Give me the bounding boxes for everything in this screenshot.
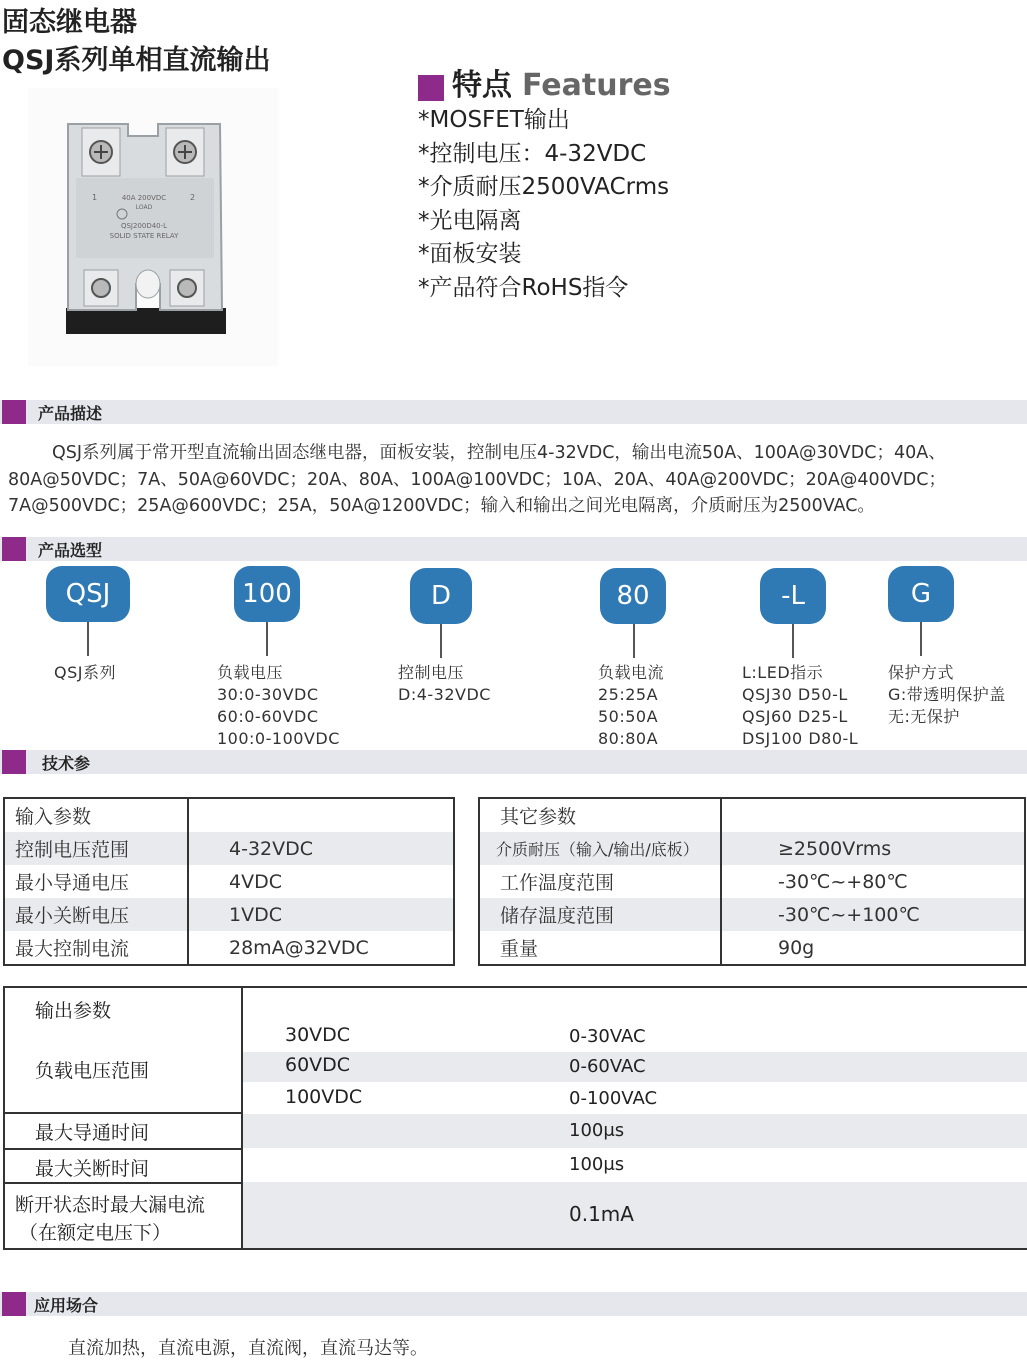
- param-value: 90g: [778, 936, 815, 959]
- selection-desc-current: 负载电流 25:25A 50:50A 80:80A: [598, 663, 665, 748]
- other-params-table: [478, 797, 1026, 966]
- load-voltage-ac: 0-30VAC: [569, 1026, 646, 1047]
- param-value: 4VDC: [229, 870, 282, 893]
- product-image: [28, 88, 278, 366]
- param-name: 最小关断电压: [4, 898, 188, 931]
- param-value: 100μs: [569, 1154, 625, 1175]
- table-row: [479, 832, 1025, 865]
- table-header: 输入参数: [4, 798, 188, 832]
- table-row: [4, 865, 454, 898]
- relay-terminal-2: 2: [190, 193, 196, 202]
- param-value: 28mA@32VDC: [229, 936, 369, 959]
- table-row: [243, 1148, 1027, 1182]
- param-value: 4-32VDC: [229, 837, 314, 860]
- param-value: 100μs: [569, 1120, 625, 1141]
- table-row: [4, 898, 454, 931]
- selection-desc-protection: 保护方式 G:带透明保护盖 无:无保护: [888, 663, 1006, 726]
- feature-item: *控制电压：4-32VDC: [418, 140, 647, 167]
- description-text: QSJ系列属于常开型直流输出固态继电器，面板安装，控制电压4-32VDC，输出电流50A、100A@30VDC；40A、80A@50VDC；7A、50A@60VDC；20A、80A、100A@100VDC；10A、20A、40A@200VDC；20A@400VDC；7A@500VDC；25A@600VDC；25A，50A@1200VDC；输入和输出之间光电隔离，介质耐压为2500VAC。: [8, 443, 946, 516]
- feature-item: *面板安装: [418, 241, 522, 267]
- section-bar-application: [0, 1292, 1027, 1316]
- table-row: [243, 1022, 1027, 1052]
- section-marker: [2, 400, 26, 424]
- table-header: 输出参数: [35, 1000, 112, 1022]
- param-name-note: （在额定电压下）: [19, 1222, 172, 1244]
- relay-illustration: [28, 88, 278, 366]
- param-value: -30℃~+100℃: [778, 903, 920, 926]
- section-title-description: 产品描述: [38, 404, 103, 423]
- application-text: 直流加热，直流电源，直流阀，直流马达等。: [68, 1338, 428, 1359]
- param-value: 0.1mA: [569, 1202, 634, 1226]
- output-params-table: [3, 986, 1027, 1250]
- relay-label-type: SOLID STATE RELAY: [109, 232, 179, 240]
- section-marker: [2, 750, 26, 774]
- load-voltage-ac: 0-100VAC: [569, 1088, 658, 1109]
- section-title-tech: 技术参: [42, 754, 91, 773]
- param-name: 介质耐压（输入/输出/底板）: [479, 832, 721, 865]
- table-header: 其它参数: [479, 798, 721, 832]
- param-name: 重量: [479, 931, 721, 965]
- section-title-application: 应用场合: [34, 1296, 99, 1315]
- connector-line: [440, 624, 442, 658]
- code-pill-series: QSJ: [46, 566, 130, 622]
- connector-line: [87, 622, 89, 656]
- load-voltage-dc: 30VDC: [285, 1024, 351, 1046]
- param-name: 最大关断时间: [35, 1158, 150, 1180]
- selection-desc-series: QSJ系列: [54, 663, 116, 682]
- table-header-empty: [188, 798, 454, 832]
- relay-label-rating: 40A 200VDC: [121, 194, 167, 202]
- table-row: [243, 1182, 1027, 1248]
- divider: [5, 1182, 241, 1184]
- param-value: -30℃~+80℃: [778, 870, 908, 893]
- code-pill-current: 80: [600, 568, 666, 624]
- param-name: 最大控制电流: [4, 931, 188, 965]
- selection-desc-control: 控制电压 D:4-32VDC: [398, 663, 491, 704]
- table-row: [479, 931, 1025, 965]
- code-pill-led: -L: [760, 568, 826, 624]
- features-heading-cn: 特点: [452, 68, 512, 103]
- output-label-column: [5, 988, 243, 1248]
- relay-label-load: LOAD: [135, 204, 153, 211]
- table-row: [243, 1114, 1027, 1148]
- section-marker: [2, 537, 26, 561]
- table-row: [243, 1052, 1027, 1082]
- divider: [5, 1112, 241, 1114]
- section-bar-description: [0, 400, 1027, 424]
- feature-item: *MOSFET输出: [418, 107, 570, 133]
- divider: [5, 1148, 241, 1150]
- table-row: [479, 865, 1025, 898]
- page-subtitle: QSJ系列单相直流输出: [2, 45, 271, 76]
- connector-line: [266, 622, 268, 656]
- param-name: 最小导通电压: [4, 865, 188, 898]
- relay-terminal-1: 1: [92, 193, 98, 202]
- feature-item: *介质耐压2500VACrms: [418, 174, 670, 200]
- load-voltage-ac: 0-60VAC: [569, 1056, 646, 1077]
- param-name: 断开状态时最大漏电流: [15, 1194, 206, 1216]
- feature-item: *光电隔离: [418, 207, 522, 234]
- features-marker: [418, 75, 444, 101]
- selection-desc-voltage: 负载电压 30:0-30VDC 60:0-60VDC 100:0-100VDC: [217, 663, 340, 748]
- feature-item: *产品符合RoHS指令: [418, 274, 629, 301]
- table-row: [243, 1082, 1027, 1114]
- param-name: 控制电压范围: [4, 832, 188, 865]
- section-bar-tech: [0, 750, 1027, 774]
- selection-desc-led: L:LED指示 QSJ30 D50-L QSJ60 D25-L DSJ100 D80-L: [742, 663, 859, 748]
- connector-line: [633, 624, 635, 658]
- table-row: [4, 832, 454, 865]
- relay-label-model: QSJ200D40-L: [120, 222, 168, 230]
- param-name: 工作温度范围: [479, 865, 721, 898]
- page-title: 固态继电器: [2, 7, 137, 38]
- features-heading: [418, 60, 671, 104]
- param-value: 1VDC: [229, 903, 282, 926]
- section-bar-selection: [0, 537, 1027, 561]
- features-heading-en: Features: [522, 68, 671, 103]
- table-header-empty: [721, 798, 1025, 832]
- load-voltage-dc: 100VDC: [285, 1086, 363, 1108]
- param-value: ≥2500Vrms: [778, 837, 892, 860]
- param-name: 储存温度范围: [479, 898, 721, 931]
- code-pill-protection: G: [888, 566, 954, 622]
- code-pill-voltage: 100: [234, 566, 300, 622]
- section-marker: [2, 1292, 26, 1316]
- input-params-table: [3, 797, 455, 966]
- param-name: 负载电压范围: [35, 1060, 150, 1082]
- section-title-selection: 产品选型: [38, 541, 103, 560]
- features-list: [418, 104, 669, 305]
- output-value-column: [243, 988, 1027, 1248]
- code-pill-control: D: [410, 568, 472, 624]
- table-row: [479, 898, 1025, 931]
- connector-line: [920, 622, 922, 656]
- load-voltage-dc: 60VDC: [285, 1054, 351, 1076]
- param-name: 最大导通时间: [35, 1122, 150, 1144]
- connector-line: [792, 624, 794, 658]
- table-row: [4, 931, 454, 965]
